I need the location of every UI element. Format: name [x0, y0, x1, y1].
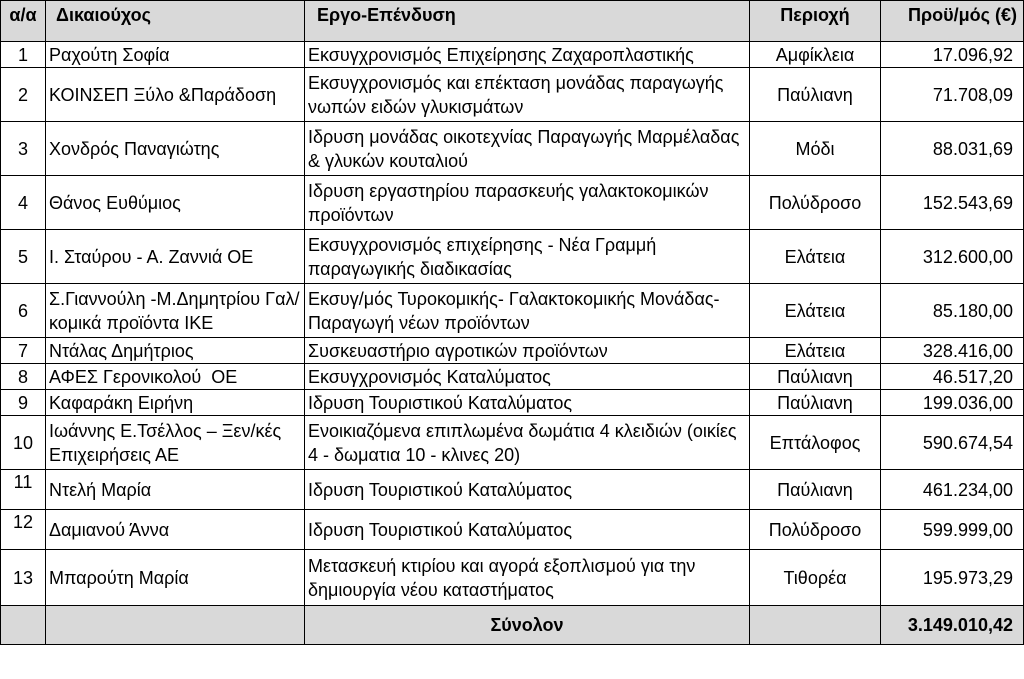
- area-cell: Πολύδροσο: [750, 176, 881, 230]
- col-header-project: Εργο-Επένδυση: [305, 1, 750, 42]
- budget-cell: 17.096,92: [881, 42, 1024, 68]
- area-cell: Επτάλοφος: [750, 416, 881, 470]
- beneficiary-cell: Καφαράκη Ειρήνη: [46, 390, 305, 416]
- table-row: [1, 68, 1024, 122]
- budget-cell: 46.517,20: [881, 364, 1024, 390]
- total-empty-cell: [46, 606, 305, 645]
- beneficiary-cell: Δαμιανού Άννα: [46, 510, 305, 550]
- area-cell: Τιθορέα: [750, 550, 881, 606]
- row-number: 8: [1, 364, 46, 390]
- col-header-budget: Προϋ/μός (€): [881, 1, 1024, 42]
- beneficiary-cell: Χονδρός Παναγιώτης: [46, 122, 305, 176]
- project-cell: Ιδρυση μονάδας οικοτεχνίας Παραγωγής Μαρμέλαδας & γλυκών κουταλιού: [305, 122, 750, 176]
- row-number: 4: [1, 176, 46, 230]
- row-number: 6: [1, 284, 46, 338]
- budget-cell: 312.600,00: [881, 230, 1024, 284]
- col-header-area: Περιοχή: [750, 1, 881, 42]
- area-cell: Αμφίκλεια: [750, 42, 881, 68]
- table-row: [1, 230, 1024, 284]
- beneficiary-cell: Ιωάννης Ε.Τσέλλος – Ξεν/κές Επιχειρήσεις ΑΕ: [46, 416, 305, 470]
- beneficiary-cell: ΑΦΕΣ Γερονικολού ΟΕ: [46, 364, 305, 390]
- col-header-beneficiary: Δικαιούχος: [46, 1, 305, 42]
- table-row: [1, 176, 1024, 230]
- project-cell: Μετασκευή κτιρίου και αγορά εξοπλισμού για την δημιουργία νέου καταστήματος: [305, 550, 750, 606]
- area-cell: Παύλιανη: [750, 364, 881, 390]
- row-number: 9: [1, 390, 46, 416]
- project-cell: Ιδρυση Τουριστικού Καταλύματος: [305, 470, 750, 510]
- header-row: [1, 1, 1024, 42]
- budget-cell: 195.973,29: [881, 550, 1024, 606]
- project-cell: Εκσυγχρονισμός και επέκταση μονάδας παραγωγής νωπών ειδών γλυκισμάτων: [305, 68, 750, 122]
- beneficiary-cell: ΚΟΙΝΣΕΠ Ξύλο &Παράδοση: [46, 68, 305, 122]
- row-number: 3: [1, 122, 46, 176]
- beneficiary-cell: Ντελή Μαρία: [46, 470, 305, 510]
- project-cell: Εκσυγχρονισμός Επιχείρησης Ζαχαροπλαστικής: [305, 42, 750, 68]
- project-cell: Ιδρυση Τουριστικού Καταλύματος: [305, 390, 750, 416]
- area-cell: Παύλιανη: [750, 68, 881, 122]
- budget-cell: 328.416,00: [881, 338, 1024, 364]
- total-label: Σύνολον: [305, 606, 750, 645]
- table-row: [1, 416, 1024, 470]
- row-number: 7: [1, 338, 46, 364]
- budget-cell: 461.234,00: [881, 470, 1024, 510]
- beneficiary-cell: Ραχούτη Σοφία: [46, 42, 305, 68]
- area-cell: Μόδι: [750, 122, 881, 176]
- beneficiary-cell: Ι. Σταύρου - Α. Ζαννιά ΟΕ: [46, 230, 305, 284]
- table-row: [1, 470, 1024, 510]
- budget-cell: 88.031,69: [881, 122, 1024, 176]
- row-number: 5: [1, 230, 46, 284]
- project-cell: Συσκευαστήριο αγροτικών προϊόντων: [305, 338, 750, 364]
- area-cell: Ελάτεια: [750, 284, 881, 338]
- budget-cell: 590.674,54: [881, 416, 1024, 470]
- row-number: 10: [1, 416, 46, 470]
- table-row: [1, 42, 1024, 68]
- row-number: 1: [1, 42, 46, 68]
- row-number: 2: [1, 68, 46, 122]
- area-cell: Πολύδροσο: [750, 510, 881, 550]
- table-row: [1, 390, 1024, 416]
- budget-cell: 152.543,69: [881, 176, 1024, 230]
- budget-cell: 71.708,09: [881, 68, 1024, 122]
- beneficiary-cell: Μπαρούτη Μαρία: [46, 550, 305, 606]
- beneficiary-cell: Σ.Γιαννούλη -Μ.Δημητρίου Γαλ/κομικά προϊόντα ΙΚΕ: [46, 284, 305, 338]
- area-cell: Παύλιανη: [750, 470, 881, 510]
- project-cell: Ιδρυση Τουριστικού Καταλύματος: [305, 510, 750, 550]
- project-cell: Εκσυγχρονισμός επιχείρησης - Νέα Γραμμή παραγωγικής διαδικασίας: [305, 230, 750, 284]
- row-number: 13: [1, 550, 46, 606]
- table-row: [1, 510, 1024, 550]
- total-row: [1, 606, 1024, 645]
- area-cell: Ελάτεια: [750, 230, 881, 284]
- table-row: [1, 364, 1024, 390]
- table-row: [1, 122, 1024, 176]
- table-row: [1, 550, 1024, 606]
- area-cell: Ελάτεια: [750, 338, 881, 364]
- area-cell: Παύλιανη: [750, 390, 881, 416]
- total-empty-cell: [1, 606, 46, 645]
- budget-cell: 599.999,00: [881, 510, 1024, 550]
- total-value: 3.149.010,42: [881, 606, 1024, 645]
- col-header-aa: α/α: [1, 1, 46, 42]
- row-number: 11: [1, 470, 46, 510]
- budget-cell: 199.036,00: [881, 390, 1024, 416]
- project-cell: Ενοικιαζόμενα επιπλωμένα δωμάτια 4 κλειδιών (οικίες 4 - δωματια 10 - κλινες 20): [305, 416, 750, 470]
- total-empty-cell: [750, 606, 881, 645]
- beneficiary-cell: Ντάλας Δημήτριος: [46, 338, 305, 364]
- budget-cell: 85.180,00: [881, 284, 1024, 338]
- row-number: 12: [1, 510, 46, 550]
- project-cell: Εκσυγχρονισμός Καταλύματος: [305, 364, 750, 390]
- project-cell: Ιδρυση εργαστηρίου παρασκευής γαλακτοκομικών προϊόντων: [305, 176, 750, 230]
- beneficiary-cell: Θάνος Ευθύμιος: [46, 176, 305, 230]
- table-row: [1, 284, 1024, 338]
- project-cell: Εκσυγ/μός Τυροκομικής- Γαλακτοκομικής Μονάδας-Παραγωγή νέων προϊόντων: [305, 284, 750, 338]
- table-row: [1, 338, 1024, 364]
